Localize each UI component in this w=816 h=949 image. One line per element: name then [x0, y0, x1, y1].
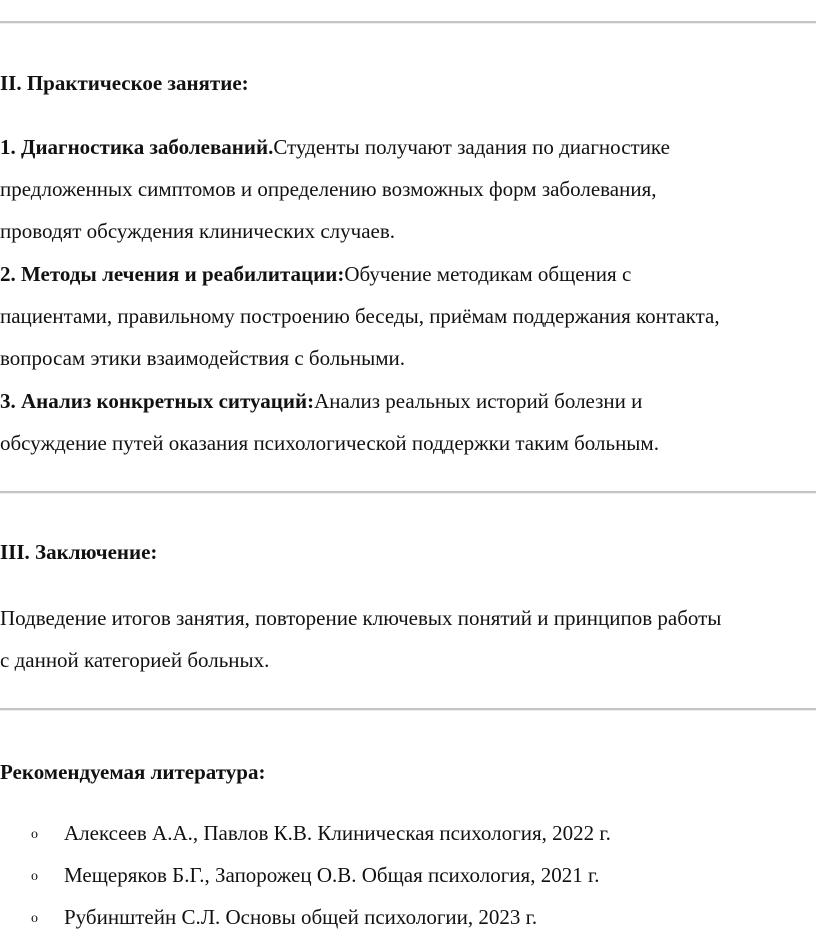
- section-heading-practical: II. Практическое занятие:: [0, 71, 249, 95]
- paragraph-line: [0, 253, 816, 295]
- paragraph-line: обсуждение путей оказания психологической поддержки таким больным.: [0, 431, 659, 455]
- literature-item-text: Мещеряков Б.Г., Запорожец О.В. Общая психология, 2021 г.: [64, 863, 600, 887]
- paragraph-line: пациентами, правильному построению беседы, приёмам поддержания контакта,: [0, 304, 720, 328]
- item-label: 3. Анализ конкретных ситуаций:: [0, 389, 315, 413]
- section-heading-conclusion: III. Заключение:: [0, 540, 158, 564]
- section-heading-literature: Рекомендуемая литература:: [0, 760, 266, 784]
- divider-before-conclusion: [0, 491, 816, 494]
- item-text: Студенты получают задания по диагностике: [273, 135, 670, 159]
- top-divider: [0, 21, 816, 24]
- paragraph-line: Подведение итогов занятия, повторение ключевых понятий и принципов работы: [0, 606, 722, 630]
- bullet-icon: o: [31, 827, 38, 842]
- conclusion-paragraph: [0, 597, 816, 681]
- practical-item-diagnostics: [0, 126, 816, 252]
- paragraph-line: предложенных симптомов и определению возможных форм заболевания,: [0, 177, 657, 201]
- divider-before-literature: [0, 708, 816, 711]
- paragraph-line: [0, 380, 816, 422]
- bullet-icon: o: [31, 911, 38, 926]
- bullet-icon: o: [31, 869, 38, 884]
- paragraph-line: с данной категорией больных.: [0, 648, 270, 672]
- item-label: 2. Методы лечения и реабилитации:: [0, 262, 345, 286]
- item-text: Анализ реальных историй болезни и: [314, 389, 643, 413]
- item-text: Обучение методикам общения с: [344, 262, 632, 286]
- paragraph-line: вопросам этики взаимодействия с больными.: [0, 346, 406, 370]
- paragraph-line: [0, 126, 816, 168]
- paragraph-line: проводят обсуждения клинических случаев.: [0, 219, 396, 243]
- literature-item-text: Рубинштейн С.Л. Основы общей психологии, 2023 г.: [64, 905, 538, 929]
- item-label: 1. Диагностика заболеваний.: [0, 135, 274, 159]
- practical-item-case-analysis: [0, 380, 816, 464]
- literature-item-text: Алексеев А.А., Павлов К.В. Клиническая психология, 2022 г.: [64, 821, 611, 845]
- practical-item-treatment: [0, 253, 816, 379]
